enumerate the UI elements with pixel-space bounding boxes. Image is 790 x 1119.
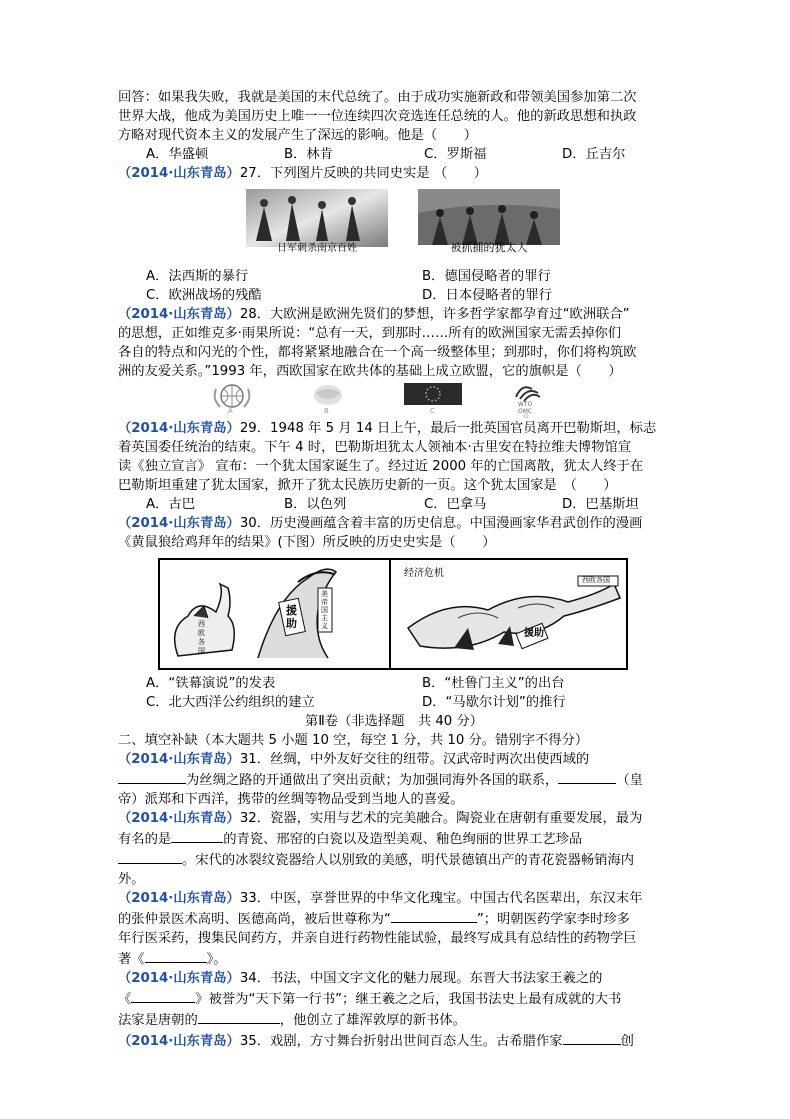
q26-option-d: D．丘吉尔 [562,147,626,162]
q30-source: （2014·山东青岛） [118,516,240,531]
q31-line3: 帝）派郑和下西洋，携带的丝绸等物品受到当地人的喜爱。 [118,792,464,807]
q30-line1 [118,514,670,533]
q32-line2b: 的青瓷、邢窑的白瓷以及造型美观、釉色绚丽的世界工艺珍品 [223,832,583,847]
q28-line2: 的思想，正如维克多·雨果所说：“总有一天，到那时……所有的欧洲国家无需丢掉你们 [118,326,622,341]
q29-option-d: D．巴基斯坦 [562,497,639,512]
q27-options [118,267,670,305]
q31-line1-text: 31．丝绸，中外友好交往的纽带。汉武帝时两次出使西域的 [239,752,590,767]
q32-line2a: 有名的是 [118,832,172,847]
q28-line3: 各自的特点和闪光的个性，都将紧紧地融合在一个高一级整体里；到那时，你们将构筑欧 [118,345,637,360]
q32-line3 [118,849,670,870]
q26-option-b: B．林肯 [284,147,334,162]
q34-line2b: 》被誉为“天下第一行书”；继王羲之之后，我国书法史上最有成就的大书 [195,992,622,1007]
q32-line1-text: 32．瓷器，实用与艺术的完美融合。陶瓷业在唐朝有重要发展，最为 [239,811,643,826]
q27-stem-text: 27．下列图片反映的共同史实是 （ ） [239,166,488,181]
q26-option-c: C．罗斯福 [424,147,487,162]
q33-source: （2014·山东青岛） [118,891,240,906]
q33-line1-text: 33．中医，享誉世界的中华文化瑰宝。中国古代名医辈出，东汉末年 [239,891,643,906]
q32-blank-2[interactable] [118,849,182,864]
q27-images [118,185,670,265]
q32-line1 [118,809,670,828]
q29-line2: 着英国委任统治的结束。下午 4 时，巴勒斯坦犹太人领袖本·古里安在特拉维夫博物馆宣 [118,440,632,455]
cartoon-label-crisis: 经济危机 [404,568,444,579]
q26-option-a: A．华盛顿 [146,147,209,162]
q34-source: （2014·山东青岛） [118,971,240,986]
cartoon-label-westeurope-right: 西欧各国 [582,576,610,584]
flag-label-b: B [324,407,329,415]
cartoon-label-usimperialism: 美帝国主义 [321,590,328,630]
q33-line4b: 》。 [206,952,227,967]
cartoon-label-westeurope-left: 西欧各国 [198,620,205,655]
q28-line1-text: 28．大欧洲是欧洲先贤们的梦想，许多哲学家都孕育过“欧洲联合” [239,307,630,322]
q32-line4: 外。 [118,872,145,887]
q31-source: （2014·山东青岛） [118,752,240,767]
q34-line3a: 法家是唐朝的 [118,1013,198,1028]
section2-title: 第Ⅱ卷（非选择题 共 40 分） [304,714,484,729]
flag-label-a: A [228,407,233,415]
q26-options [118,145,670,164]
q30-cartoon [118,554,670,672]
q28-line4: 洲的友爱关系。”1993 年，西欧国家在欧共体的基础上成立欧盟，它的旗帜是（ ） [118,364,622,379]
q27-option-c: C．欧洲战场的残酷 [146,288,262,303]
q30-line1-text: 30．历史漫画蕴含着丰富的历史信息。中国漫画家华君武创作的漫画 [239,516,643,531]
q31-blank-2[interactable] [558,769,616,784]
photo-jews [418,189,560,257]
flag-label-d: D [524,413,529,420]
q28-source: （2014·山东青岛） [118,307,240,322]
q35-source: （2014·山东青岛） [118,1034,240,1049]
q29-options [118,495,670,514]
q31-line2a: 为丝绸之路的开通做出了突出贡献；为加强同海外各国的联系， [186,773,559,788]
q29-line1 [118,419,670,438]
q33-line3: 年行医采药，搜集民间药方，并亲自进行药物性能试验，最终写成具有总结性的药物学巨 [118,931,637,946]
q32-blank-1[interactable] [171,828,223,843]
q31-line2 [118,769,670,790]
q35-line1b: 创 [620,1034,634,1049]
q33-line2a: 的张仲景医术高明、医德高尚，被后世尊称为“ [118,912,391,927]
flag-label-c: C [430,407,435,415]
q29-line4: 巴勒斯坦重建了犹太国家，掀开了犹太民族历史新的一页。这个犹太国家是 （ ） [118,478,617,493]
q29-line3: 读《独立宣言》 宣布：一个犹太国家诞生了。经过近 2000 年的亡国离散，犹太人终于在 [118,459,644,474]
q33-line4a: 著《 [118,952,145,967]
photo-nanjing-caption: 日军刺杀南京百姓 [277,243,357,254]
q31-line2b: （皇 [616,773,643,788]
q31-blank-1[interactable] [118,769,186,784]
q28-line1 [118,305,670,324]
q35-line1 [118,1030,670,1051]
q27-stem [118,164,670,183]
q34-line3b: ，他创立了雄浑敦厚的新书体。 [279,1013,466,1028]
q34-line1-text: 34．书法，中国文字文化的魅力展现。东晋大书法家王羲之的 [239,971,603,986]
q35-line1-text: 35．戏剧，方寸舞台折射出世间百态人生。古希腊作家 [239,1034,563,1049]
q34-line2a: 《 [118,992,132,1007]
q34-blank-1[interactable] [131,988,195,1003]
q29-option-b: B．以色列 [284,497,347,512]
q30-option-d: D．“马歇尔计划”的推行 [422,695,566,710]
q31-line1 [118,750,670,769]
q27-option-a: A．法西斯的暴行 [146,269,249,284]
q33-line4 [118,948,670,969]
q34-blank-2[interactable] [198,1009,280,1024]
q35-blank-1[interactable] [563,1030,621,1045]
q34-line3 [118,1009,670,1030]
q34-line2 [118,988,670,1009]
q33-blank-2[interactable] [145,948,207,963]
wto-text: WTO OMC [518,401,533,415]
q30-option-b: B．“杜鲁门主义”的出台 [422,676,565,691]
q33-line2 [118,908,670,929]
q29-option-c: C．巴拿马 [424,497,487,512]
q30-option-c: C．北大西洋公约组织的建立 [146,695,315,710]
q30-line2: 《黄鼠狼给鸡拜年的结果》(下图）所反映的历史史实是（ ） [118,535,496,550]
flag-un [202,383,262,415]
q27-option-d: D．日本侵略者的罪行 [422,288,552,303]
q26-line1: 回答：如果我失败，我就是美国的末代总统了。由于成功实施新政和带领美国参加第二次 [118,90,637,105]
q26-line2: 世界大战，他成为美国历史上唯一一位连续四次竞选连任总统的人。他的新政思想和执政 [118,109,637,124]
flag-wto [502,381,552,420]
photo-jews-caption: 被抓捕的犹太人 [450,241,528,254]
q32-line3b: 。宋代的冰裂纹瓷器给人以别致的美感，明代景德镇出产的青花瓷器畅销海内 [182,853,635,868]
q26-line3: 方略对现代资本主义的发展产生了深远的影响。他是（ ） [118,128,478,143]
q34-line1 [118,969,670,988]
q27-option-b: B．德国侵略者的罪行 [422,269,551,284]
q30-options [118,674,670,712]
flag-b [298,383,358,415]
q32-line2 [118,828,670,849]
q33-line2b: ”；明朝医药学家李时珍多 [476,912,630,927]
q27-source: （2014·山东青岛） [118,166,240,181]
q29-option-a: A．古巴 [146,497,195,512]
q29-source: （2014·山东青岛） [118,421,240,436]
cartoon-label-aid-left: 援助 [286,604,297,630]
q33-blank-1[interactable] [391,908,477,923]
q32-source: （2014·山东青岛） [118,811,240,826]
photo-nanjing [246,189,388,257]
q28-flags [118,383,670,420]
q30-option-a: A．“铁幕演说”的发表 [146,676,276,691]
q33-line1 [118,889,670,908]
exam-page [118,88,670,1051]
section2-heading: 二、填空补缺（本大题共 5 小题 10 空，每空 1 分，共 10 分。错别字不得分） [118,733,589,748]
cartoon-drawing [158,558,628,670]
cartoon-label-aid-right: 援助 [524,628,544,639]
q29-line1-text: 29．1948 年 5 月 14 日上午，最后一批英国官员离开巴勒斯坦，标志 [239,421,657,436]
flag-eu [402,383,464,415]
